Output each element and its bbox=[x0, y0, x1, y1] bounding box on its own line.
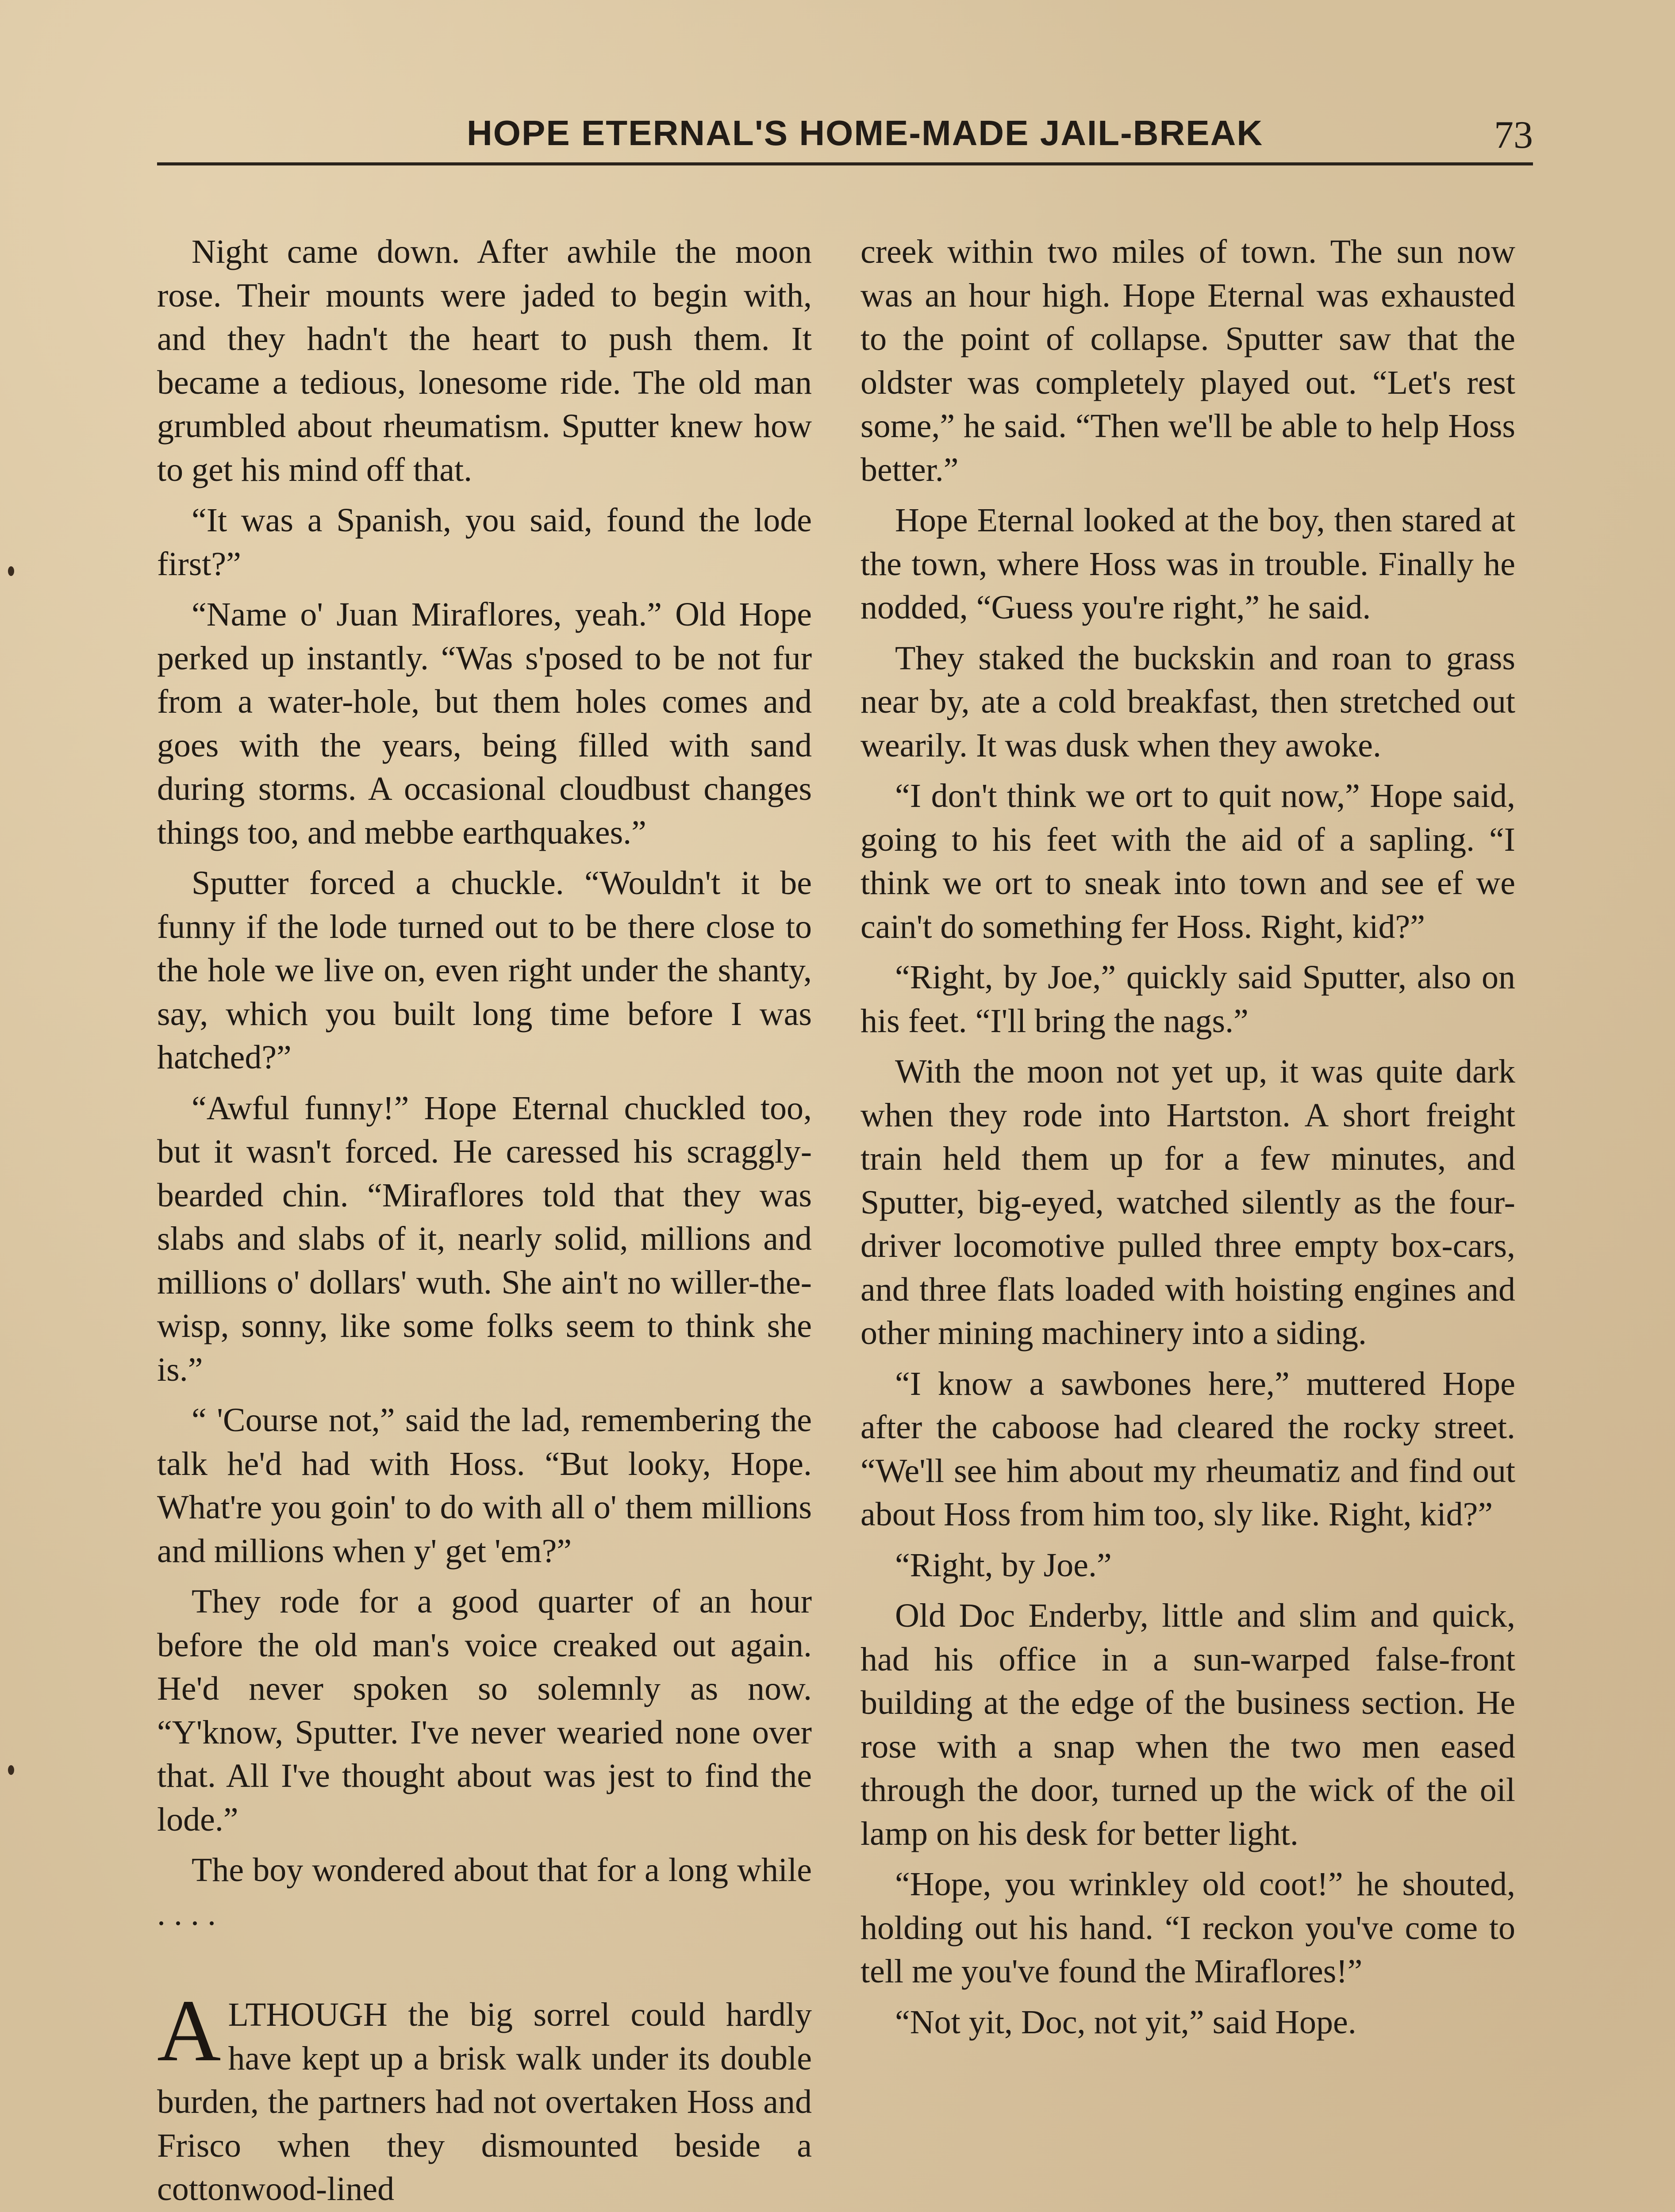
running-head bbox=[157, 113, 1533, 179]
drop-cap-paragraph bbox=[157, 1982, 812, 2211]
drop-cap-paragraph-text: LTHOUGH the big sorrel could hardly have kept up a brisk walk under its double burden, the partners had not overtaken Hoss and Frisco when they dismounted beside a cottonwood-lined bbox=[157, 1996, 812, 2208]
paragraph: With the moon not yet up, it was quite dark when they rode into Hartston. A short freight train held them up for a few minutes, and Sputter, big-eyed, watched silently as the four-driver locomotive pulled three empty box-cars, and three flats loaded with hoisting engines and other mining machinery into a siding. bbox=[861, 1053, 1515, 1352]
staple-hole-mark bbox=[8, 1765, 14, 1775]
paragraph: Sputter forced a chuckle. “Wouldn't it be funny if the lode turned out to be there close to the hole we live on, even right under the shanty, say, which you built long time before I was hatched?” bbox=[157, 864, 812, 1076]
paragraph: “Hope, you wrinkley old coot!” he shouted, holding out his hand. “I reckon you've come to tell me you've found the Miraflores!” bbox=[861, 1866, 1515, 1990]
running-title: HOPE ETERNAL'S HOME-MADE JAIL-BREAK bbox=[467, 113, 1264, 153]
paragraph: Hope Eternal looked at the boy, then stared at the town, where Hoss was in trouble. Finally he nodded, “Guess you're right,” he said. bbox=[861, 502, 1515, 626]
paragraph: Old Doc Enderby, little and slim and quick, had his office in a sun-warped false-front building at the edge of the business section. He rose with a snap when the two men eased through the door, turned up the wick of the oil lamp on his desk for better light. bbox=[861, 1597, 1515, 1852]
right-column bbox=[861, 230, 1515, 2044]
paragraph: “Name o' Juan Miraflores, yeah.” Old Hope perked up instantly. “Was s'posed to be not fur from a water-hole, but them holes comes and goes with the years, being filled with sand during storms. A occasional cloudbust changes things too, and mebbe earthquakes.” bbox=[157, 596, 812, 851]
paragraph: “ 'Course not,” said the lad, remembering the talk he'd had with Hoss. “But looky, Hope. What're you goin' to do with all o' them millions and millions when y' get 'em?” bbox=[157, 1402, 812, 1570]
staple-hole-mark bbox=[8, 566, 14, 576]
paragraph: “Not yit, Doc, not yit,” said Hope. bbox=[895, 2003, 1356, 2041]
left-column bbox=[157, 230, 812, 2211]
paragraph: The boy wondered about that for a long while . . . . bbox=[157, 1851, 812, 1932]
paragraph: “Right, by Joe,” quickly said Sputter, also on his feet. “I'll bring the nags.” bbox=[861, 959, 1515, 1040]
header-rule bbox=[157, 162, 1533, 165]
paragraph: “It was a Spanish, you said, found the lode first?” bbox=[157, 502, 812, 583]
drop-cap: A bbox=[157, 1982, 221, 2080]
paragraph: creek within two miles of town. The sun now was an hour high. Hope Eternal was exhausted to the point of collapse. Sputter saw that the oldster was completely played out. “Let's rest some,” he said. “Then we'll be able to help Hoss better.” bbox=[861, 233, 1515, 488]
paragraph: “Awful funny!” Hope Eternal chuckled too, but it wasn't forced. He caressed his scraggly-bearded chin. “Miraflores told that they was slabs and slabs of it, nearly solid, millions and millions o' dollars' wuth. She ain't no willer-the-wisp, sonny, like some folks seem to think she is.” bbox=[157, 1089, 812, 1388]
paragraph: “Right, by Joe.” bbox=[895, 1546, 1112, 1584]
page-number: 73 bbox=[1494, 114, 1533, 157]
paragraph: “I don't think we ort to quit now,” Hope said, going to his feet with the aid of a sapling. “I think we ort to sneak into town and see ef we cain't do something fer Hoss. Right, kid?” bbox=[861, 777, 1515, 945]
paragraph: “I know a sawbones here,” muttered Hope after the caboose had cleared the rocky street. “We'll see him about my rheumatiz and find out about Hoss from him too, sly like. Right, kid?” bbox=[861, 1365, 1515, 1533]
paragraph: Night came down. After awhile the moon rose. Their mounts were jaded to begin with, and they hadn't the heart to push them. It became a tedious, lonesome ride. The old man grumbled about rheumatism. Sputter knew how to get his mind off that. bbox=[157, 233, 812, 488]
paragraph: They rode for a good quarter of an hour before the old man's voice creaked out again. He'd never spoken so solemnly as now. “Y'know, Sputter. I've never wearied none over that. All I've thought about was jest to find the lode.” bbox=[157, 1583, 812, 1838]
paragraph: They staked the buckskin and roan to grass near by, ate a cold breakfast, then stretched out wearily. It was dusk when they awoke. bbox=[861, 639, 1515, 764]
